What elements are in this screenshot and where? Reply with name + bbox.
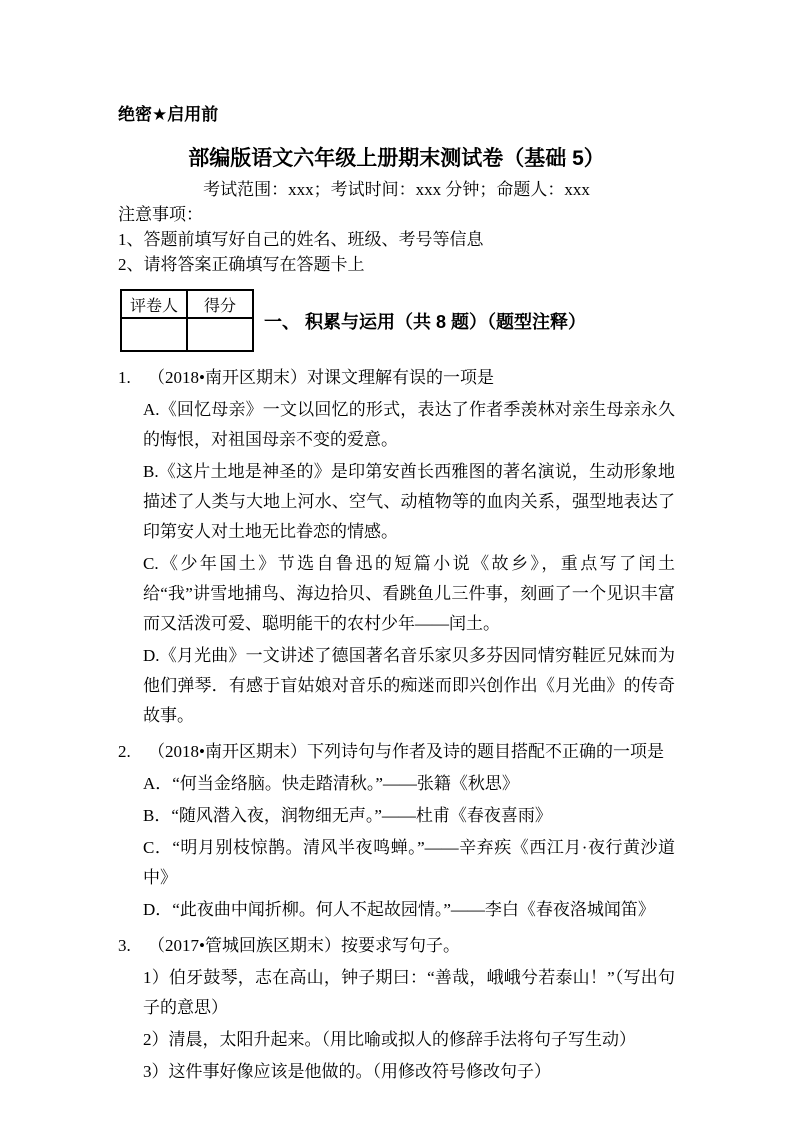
question-3-subitem-1: 1）伯牙鼓琴，志在高山，钟子期曰：“善哉，峨峨兮若泰山！”（写出句子的意思） — [143, 968, 675, 1017]
question-1-stem-row — [118, 363, 675, 393]
question-1 — [118, 363, 675, 731]
score-table-value-row — [121, 318, 253, 351]
question-3-subitem-2: 2）清晨，太阳升起来。（用比喻或拟人的修辞手法将句子写生动） — [143, 1030, 636, 1049]
secrecy-label: 绝密★启用前 — [118, 105, 219, 124]
score-table-header-score: 得分 — [187, 290, 253, 318]
question-2-number: 2. — [118, 742, 131, 761]
document-content — [118, 0, 675, 1093]
question-2-option-d: D．“此夜曲中闻折柳。何人不起故园情。”——李白《春夜洛城闻笛》 — [143, 900, 655, 919]
section-row — [118, 289, 675, 352]
score-table-grader-cell — [121, 318, 187, 351]
score-table-score-cell — [187, 318, 253, 351]
question-2 — [118, 737, 675, 925]
question-1-option-d: D.《月光曲》一文讲述了德国著名音乐家贝多芬因同情穷鞋匠兄妹而为他们弹琴．有感于盲姑娘对音乐的痴迷而即兴创作出《月光曲》的传奇故事。 — [143, 646, 675, 725]
question-2-option-a: A．“何当金络脑。快走踏清秋。”——张籍《秋思》 — [143, 774, 519, 793]
question-3-number: 3. — [118, 936, 131, 955]
question-3-stem: （2017•管城回族区期末）按要求写句子。 — [148, 936, 460, 955]
question-3-subitem-3: 3）这件事好像应该是他做的。（用修改符号修改句子） — [143, 1062, 551, 1081]
question-2-stem: （2018•南开区期末）下列诗句与作者及诗的题目搭配不正确的一项是 — [148, 742, 664, 761]
exam-info-line: 考试范围：xxx；考试时间：xxx 分钟；命题人：xxx — [203, 180, 590, 199]
exam-title: 部编版语文六年级上册期末测试卷（基础 5） — [188, 147, 605, 170]
notice-item-1: 1、答题前填写好自己的姓名、班级、考号等信息 — [118, 230, 484, 249]
section-heading: 一、 积累与运用（共 8 题）（题型注释） — [264, 311, 587, 332]
question-3 — [118, 931, 675, 1087]
question-list — [118, 363, 675, 1087]
notice-item-2: 2、请将答案正确填写在答题卡上 — [118, 255, 365, 274]
notice-block — [118, 202, 675, 277]
score-table — [120, 289, 254, 352]
score-table-header-row — [121, 290, 253, 318]
score-table-header-grader: 评卷人 — [121, 290, 187, 318]
question-3-stem-row — [118, 931, 675, 961]
question-2-option-c: C．“明月别枝惊鹊。清风半夜鸣蝉。”——辛弃疾《西江月·夜行黄沙道中》 — [143, 838, 675, 887]
question-2-option-b: B．“随风潜入夜，润物细无声。”——杜甫《春夜喜雨》 — [143, 806, 552, 825]
question-1-option-c: C.《少年国土》节选自鲁迅的短篇小说《故乡》，重点写了闰土给“我”讲雪地捕鸟、海边拾贝、看跳鱼儿三件事，刻画了一个见识丰富而又活泼可爱、聪明能干的农村少年——闰土。 — [143, 554, 675, 633]
question-1-stem: （2018•南开区期末）对课文理解有误的一项是 — [148, 368, 494, 387]
question-1-number: 1. — [118, 368, 131, 387]
question-1-option-a: A.《回忆母亲》一文以回忆的形式，表达了作者季羡林对亲生母亲永久的悔恨，对祖国母亲不变的爱意。 — [143, 400, 675, 449]
question-2-stem-row — [118, 737, 675, 767]
notice-heading: 注意事项： — [118, 205, 203, 224]
question-1-option-b: B.《这片土地是神圣的》是印第安酋长西雅图的著名演说，生动形象地描述了人类与大地上河水、空气、动植物等的血肉关系，强型地表达了印第安人对土地无比眷恋的情感。 — [143, 462, 675, 541]
